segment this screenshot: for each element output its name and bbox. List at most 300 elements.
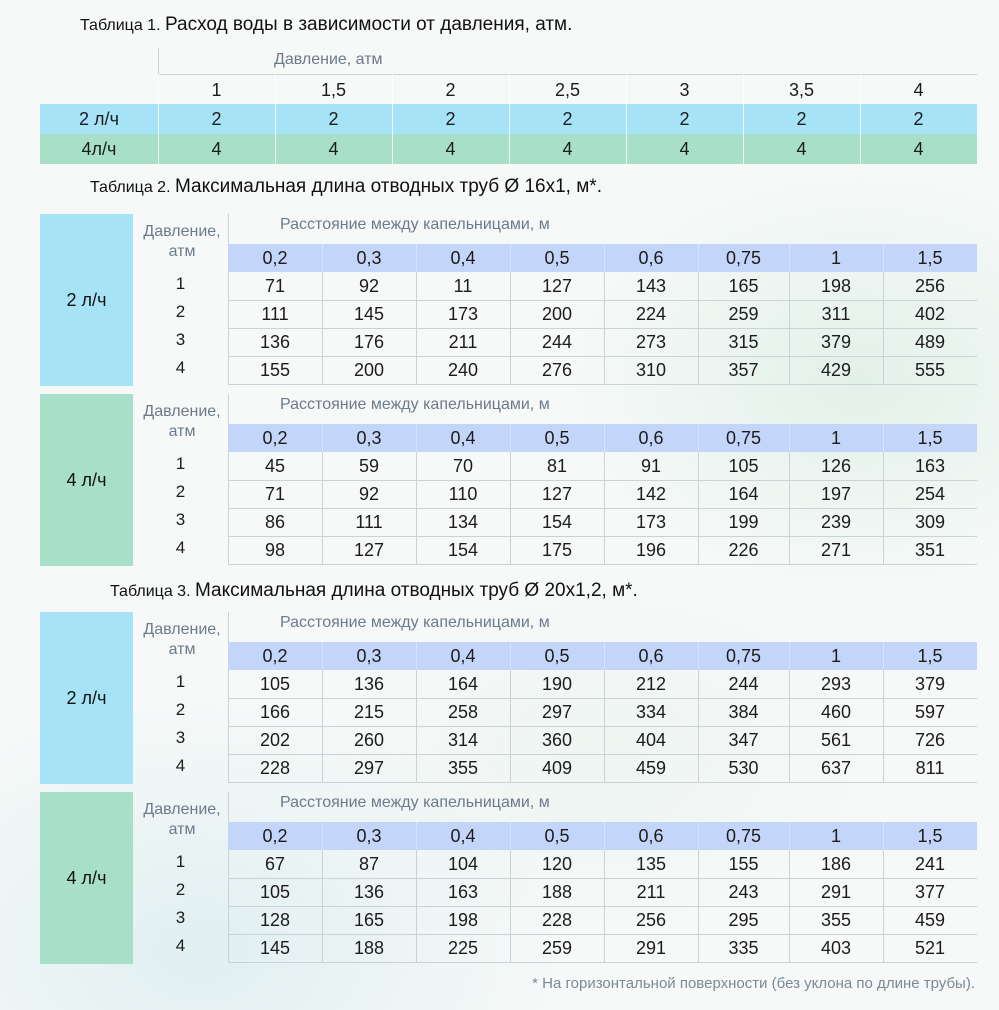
data-cell: 120 bbox=[541, 853, 573, 874]
col-separator bbox=[698, 850, 699, 963]
table1-caption bbox=[80, 14, 572, 36]
header-separator bbox=[789, 642, 790, 670]
data-cell: 291 bbox=[635, 937, 667, 958]
col-separator bbox=[510, 272, 511, 385]
distance-cell: 1 bbox=[830, 247, 841, 268]
data-cell: 244 bbox=[728, 673, 759, 694]
col-separator bbox=[789, 452, 790, 565]
table3-caption-title: Максимальная длина отводных труб Ø 20х1,2, м*. bbox=[194, 580, 638, 601]
header-separator bbox=[510, 642, 511, 670]
data-cell: 188 bbox=[353, 937, 385, 958]
data-cell: 104 bbox=[447, 853, 479, 874]
t1-cell: 2 bbox=[679, 108, 690, 129]
data-cell: 135 bbox=[635, 853, 667, 874]
data-cell: 163 bbox=[447, 881, 479, 902]
col-separator bbox=[698, 452, 699, 565]
t1-vline bbox=[860, 74, 861, 164]
col-separator bbox=[789, 272, 790, 385]
data-cell: 45 bbox=[264, 455, 286, 476]
col-separator bbox=[228, 792, 229, 822]
col-separator bbox=[883, 272, 884, 385]
flow-label: 2 л/ч bbox=[40, 612, 133, 784]
data-cell: 335 bbox=[728, 937, 759, 958]
t1-vline bbox=[158, 74, 159, 164]
data-cell: 244 bbox=[541, 331, 573, 352]
distance-cell: 0,5 bbox=[544, 645, 570, 666]
data-cell: 173 bbox=[447, 303, 479, 324]
distance-cell: 0,6 bbox=[638, 645, 664, 666]
pressure-cell: 4 bbox=[175, 756, 186, 775]
header-separator bbox=[510, 424, 511, 452]
data-cell: 334 bbox=[635, 701, 667, 722]
t1-cell: 4 bbox=[562, 138, 573, 159]
col-separator bbox=[228, 452, 229, 565]
t1-vline bbox=[509, 74, 510, 164]
row-separator bbox=[228, 384, 977, 385]
data-cell: 111 bbox=[355, 511, 383, 532]
data-cell: 360 bbox=[541, 729, 573, 750]
header-separator bbox=[604, 822, 605, 850]
data-cell: 166 bbox=[259, 701, 291, 722]
t1-row-label: 2 л/ч bbox=[79, 108, 119, 129]
row-separator bbox=[228, 782, 977, 783]
data-cell: 530 bbox=[728, 757, 759, 778]
header-separator bbox=[883, 424, 884, 452]
pressure-label: Давление, атм bbox=[143, 621, 221, 658]
col-separator bbox=[698, 670, 699, 783]
distance-cell: 0,3 bbox=[356, 427, 382, 448]
pressure-cell: 3 bbox=[175, 510, 186, 529]
col-separator bbox=[228, 670, 229, 783]
distance-label: Расстояние между капельницами, м bbox=[280, 794, 550, 811]
table3-block-2 bbox=[40, 792, 977, 964]
t1-pressure-label: Давление, атм bbox=[274, 51, 383, 68]
data-cell: 315 bbox=[728, 331, 759, 352]
data-cell: 297 bbox=[541, 701, 573, 722]
data-cell: 254 bbox=[914, 483, 946, 504]
distance-cell: 0,2 bbox=[262, 247, 288, 268]
data-cell: 173 bbox=[635, 511, 667, 532]
data-cell: 127 bbox=[541, 275, 573, 296]
data-cell: 256 bbox=[635, 909, 667, 930]
header-separator bbox=[789, 822, 790, 850]
col-separator bbox=[322, 272, 323, 385]
distance-cell: 0,75 bbox=[725, 825, 762, 846]
data-cell: 134 bbox=[447, 511, 479, 532]
t1-cell: 4 bbox=[445, 138, 456, 159]
header-separator bbox=[604, 244, 605, 272]
pressure-cell: 1 bbox=[175, 852, 186, 871]
data-cell: 402 bbox=[914, 303, 946, 324]
table2-caption-prefix: Таблица 2. bbox=[90, 179, 171, 196]
distance-cell: 0,5 bbox=[544, 247, 570, 268]
data-cell: 188 bbox=[541, 881, 573, 902]
pressure-cell: 3 bbox=[175, 330, 186, 349]
col-separator bbox=[789, 670, 790, 783]
data-cell: 190 bbox=[541, 673, 573, 694]
pressure-cell: 2 bbox=[175, 880, 186, 899]
data-cell: 105 bbox=[259, 881, 291, 902]
table2-caption-title: Максимальная длина отводных труб Ø 16х1, м*. bbox=[174, 176, 602, 197]
data-cell: 136 bbox=[353, 673, 385, 694]
data-cell: 239 bbox=[820, 511, 852, 532]
data-cell: 197 bbox=[820, 483, 852, 504]
data-cell: 105 bbox=[728, 455, 759, 476]
data-cell: 311 bbox=[821, 303, 851, 324]
data-cell: 459 bbox=[914, 909, 946, 930]
table2-block-1 bbox=[40, 214, 977, 386]
data-cell: 71 bbox=[264, 483, 286, 504]
distance-cell: 0,6 bbox=[638, 247, 664, 268]
pressure-label: Давление, атм bbox=[143, 801, 221, 838]
distance-cell: 1,5 bbox=[917, 825, 943, 846]
header-separator bbox=[698, 822, 699, 850]
data-cell: 212 bbox=[635, 673, 667, 694]
data-cell: 355 bbox=[447, 757, 479, 778]
header-separator bbox=[604, 642, 605, 670]
t1-pressure-cell: 2 bbox=[445, 79, 456, 100]
data-cell: 198 bbox=[447, 909, 479, 930]
col-separator bbox=[416, 452, 417, 565]
t1-vline bbox=[275, 74, 276, 164]
header-separator bbox=[322, 642, 323, 670]
data-cell: 460 bbox=[820, 701, 852, 722]
data-cell: 224 bbox=[635, 303, 667, 324]
data-cell: 200 bbox=[353, 359, 385, 380]
t1-pressure-cell: 3,5 bbox=[788, 79, 815, 100]
table2-block-2 bbox=[40, 394, 977, 566]
header-separator bbox=[416, 642, 417, 670]
pressure-label: Давление, атм bbox=[143, 223, 221, 260]
t1-pressure-cell: 3 bbox=[679, 79, 690, 100]
table3-block-1 bbox=[40, 612, 977, 784]
col-separator bbox=[416, 670, 417, 783]
header-separator bbox=[416, 822, 417, 850]
data-cell: 136 bbox=[353, 881, 385, 902]
table1-caption-prefix: Таблица 1. bbox=[80, 17, 161, 34]
t1-cell: 2 bbox=[562, 108, 573, 129]
col-separator bbox=[416, 850, 417, 963]
header-separator bbox=[883, 822, 884, 850]
data-cell: 163 bbox=[914, 455, 946, 476]
data-cell: 351 bbox=[914, 539, 946, 560]
pressure-cell: 3 bbox=[175, 728, 186, 747]
distance-cell: 1,5 bbox=[917, 247, 943, 268]
data-cell: 726 bbox=[914, 729, 946, 750]
t1-pressure-cell: 1 bbox=[211, 79, 222, 100]
distance-cell: 0,3 bbox=[356, 645, 382, 666]
t1-cell: 2 bbox=[796, 108, 807, 129]
data-cell: 309 bbox=[914, 511, 946, 532]
col-separator bbox=[510, 452, 511, 565]
data-cell: 271 bbox=[820, 539, 852, 560]
t1-cell: 2 bbox=[445, 108, 456, 129]
header-separator bbox=[322, 822, 323, 850]
header-separator bbox=[322, 244, 323, 272]
data-cell: 310 bbox=[635, 359, 667, 380]
col-separator bbox=[228, 612, 229, 642]
distance-cell: 0,5 bbox=[544, 825, 570, 846]
data-cell: 186 bbox=[820, 853, 852, 874]
data-cell: 164 bbox=[728, 483, 759, 504]
col-separator bbox=[698, 272, 699, 385]
data-cell: 154 bbox=[447, 539, 479, 560]
distance-cell: 0,6 bbox=[638, 825, 664, 846]
pressure-cell: 4 bbox=[175, 358, 186, 377]
t1-vline bbox=[158, 48, 159, 74]
data-cell: 98 bbox=[264, 539, 286, 560]
data-cell: 597 bbox=[914, 701, 946, 722]
flow-label: 4 л/ч bbox=[40, 792, 133, 964]
data-cell: 314 bbox=[447, 729, 479, 750]
data-cell: 81 bbox=[546, 455, 568, 476]
data-cell: 260 bbox=[353, 729, 385, 750]
distance-cell: 0,3 bbox=[356, 247, 382, 268]
col-separator bbox=[322, 670, 323, 783]
data-cell: 111 bbox=[261, 303, 289, 324]
col-separator bbox=[228, 394, 229, 424]
col-separator bbox=[416, 272, 417, 385]
data-cell: 136 bbox=[259, 331, 291, 352]
header-separator bbox=[789, 424, 790, 452]
data-cell: 86 bbox=[264, 511, 286, 532]
data-cell: 291 bbox=[820, 881, 852, 902]
distance-cell: 0,4 bbox=[450, 427, 476, 448]
data-cell: 228 bbox=[541, 909, 573, 930]
distance-cell: 0,4 bbox=[450, 825, 476, 846]
table3-caption bbox=[110, 580, 638, 602]
data-cell: 297 bbox=[353, 757, 385, 778]
t1-cell: 2 bbox=[211, 108, 222, 129]
data-cell: 175 bbox=[541, 539, 573, 560]
data-cell: 429 bbox=[820, 359, 852, 380]
distance-cell: 0,75 bbox=[725, 645, 762, 666]
data-cell: 70 bbox=[452, 455, 474, 476]
data-cell: 105 bbox=[259, 673, 291, 694]
distance-cell: 0,3 bbox=[356, 825, 382, 846]
data-cell: 521 bbox=[914, 937, 946, 958]
data-cell: 240 bbox=[447, 359, 479, 380]
table2-caption bbox=[90, 176, 602, 198]
data-cell: 811 bbox=[915, 757, 945, 778]
data-cell: 561 bbox=[820, 729, 852, 750]
pressure-cell: 1 bbox=[175, 454, 186, 473]
data-cell: 71 bbox=[264, 275, 286, 296]
data-cell: 154 bbox=[541, 511, 573, 532]
distance-cell: 1,5 bbox=[917, 645, 943, 666]
header-separator bbox=[789, 244, 790, 272]
data-cell: 165 bbox=[353, 909, 385, 930]
data-cell: 126 bbox=[820, 455, 852, 476]
data-cell: 202 bbox=[259, 729, 291, 750]
data-cell: 347 bbox=[728, 729, 759, 750]
data-cell: 256 bbox=[914, 275, 946, 296]
data-cell: 145 bbox=[259, 937, 291, 958]
distance-cell: 0,4 bbox=[450, 645, 476, 666]
table1-caption-title: Расход воды в зависимости от давления, атм. bbox=[164, 14, 573, 35]
data-cell: 489 bbox=[914, 331, 946, 352]
data-cell: 11 bbox=[453, 275, 473, 296]
t1-cell: 4 bbox=[679, 138, 690, 159]
data-cell: 258 bbox=[447, 701, 479, 722]
distance-label: Расстояние между капельницами, м bbox=[280, 396, 550, 413]
data-cell: 379 bbox=[914, 673, 946, 694]
col-separator bbox=[883, 452, 884, 565]
data-cell: 215 bbox=[353, 701, 385, 722]
data-cell: 143 bbox=[635, 275, 667, 296]
pressure-cell: 2 bbox=[175, 482, 186, 501]
data-cell: 228 bbox=[259, 757, 291, 778]
data-cell: 211 bbox=[448, 331, 478, 352]
header-separator bbox=[322, 424, 323, 452]
data-cell: 459 bbox=[635, 757, 667, 778]
col-separator bbox=[604, 452, 605, 565]
data-cell: 293 bbox=[820, 673, 852, 694]
row-separator bbox=[228, 962, 977, 963]
col-separator bbox=[604, 670, 605, 783]
distance-cell: 0,6 bbox=[638, 427, 664, 448]
data-cell: 127 bbox=[541, 483, 573, 504]
col-separator bbox=[322, 452, 323, 565]
distance-cell: 0,4 bbox=[450, 247, 476, 268]
col-separator bbox=[322, 850, 323, 963]
data-cell: 198 bbox=[820, 275, 852, 296]
data-cell: 165 bbox=[728, 275, 759, 296]
t1-pressure-cell: 2,5 bbox=[554, 79, 581, 100]
header-separator bbox=[416, 244, 417, 272]
header-separator bbox=[604, 424, 605, 452]
data-cell: 241 bbox=[914, 853, 946, 874]
data-cell: 110 bbox=[448, 483, 478, 504]
table3-caption-prefix: Таблица 3. bbox=[110, 583, 191, 600]
header-separator bbox=[698, 244, 699, 272]
data-cell: 637 bbox=[820, 757, 852, 778]
data-cell: 199 bbox=[728, 511, 759, 532]
data-cell: 273 bbox=[635, 331, 667, 352]
col-separator bbox=[510, 850, 511, 963]
t1-cell: 4 bbox=[211, 138, 222, 159]
data-cell: 295 bbox=[728, 909, 759, 930]
data-cell: 225 bbox=[447, 937, 479, 958]
data-cell: 127 bbox=[353, 539, 385, 560]
header-separator bbox=[883, 642, 884, 670]
flow-label: 4 л/ч bbox=[40, 394, 133, 566]
distance-cell: 0,2 bbox=[262, 825, 288, 846]
header-separator bbox=[883, 244, 884, 272]
data-cell: 128 bbox=[259, 909, 291, 930]
distance-cell: 1 bbox=[830, 645, 841, 666]
col-separator bbox=[604, 850, 605, 963]
col-separator bbox=[604, 272, 605, 385]
data-cell: 59 bbox=[358, 455, 380, 476]
flow-label: 2 л/ч bbox=[40, 214, 133, 386]
header-separator bbox=[698, 642, 699, 670]
data-cell: 142 bbox=[635, 483, 667, 504]
distance-cell: 1,5 bbox=[917, 427, 943, 448]
distance-cell: 0,75 bbox=[725, 247, 762, 268]
data-cell: 409 bbox=[541, 757, 573, 778]
t1-cell: 4 bbox=[796, 138, 807, 159]
col-separator bbox=[883, 850, 884, 963]
t1-cell: 2 bbox=[328, 108, 339, 129]
pressure-cell: 1 bbox=[175, 274, 186, 293]
data-cell: 355 bbox=[820, 909, 852, 930]
col-separator bbox=[883, 670, 884, 783]
col-separator bbox=[228, 850, 229, 963]
data-cell: 200 bbox=[541, 303, 573, 324]
distance-cell: 1 bbox=[830, 825, 841, 846]
pressure-cell: 1 bbox=[175, 672, 186, 691]
distance-label: Расстояние между капельницами, м bbox=[280, 216, 550, 233]
t1-row-label: 4л/ч bbox=[81, 138, 117, 159]
t1-cell: 2 bbox=[913, 108, 924, 129]
header-separator bbox=[416, 424, 417, 452]
data-cell: 145 bbox=[353, 303, 385, 324]
t1-hline bbox=[158, 74, 977, 75]
data-cell: 196 bbox=[635, 539, 667, 560]
data-cell: 226 bbox=[728, 539, 759, 560]
data-cell: 357 bbox=[728, 359, 759, 380]
footnote: * На горизонтальной поверхности (без уклона по длине трубы). bbox=[532, 975, 975, 992]
data-cell: 211 bbox=[636, 881, 666, 902]
data-cell: 384 bbox=[728, 701, 759, 722]
col-separator bbox=[510, 670, 511, 783]
data-cell: 92 bbox=[358, 275, 380, 296]
distance-cell: 0,75 bbox=[725, 427, 762, 448]
distance-label: Расстояние между капельницами, м bbox=[280, 614, 550, 631]
data-cell: 404 bbox=[635, 729, 667, 750]
col-separator bbox=[228, 272, 229, 385]
data-cell: 87 bbox=[358, 853, 380, 874]
data-cell: 259 bbox=[728, 303, 759, 324]
data-cell: 259 bbox=[541, 937, 573, 958]
t1-vline bbox=[392, 74, 393, 164]
data-cell: 155 bbox=[728, 853, 759, 874]
distance-cell: 0,2 bbox=[262, 427, 288, 448]
pressure-label: Давление, атм bbox=[143, 403, 221, 440]
pressure-cell: 2 bbox=[175, 302, 186, 321]
data-cell: 164 bbox=[447, 673, 479, 694]
data-cell: 176 bbox=[353, 331, 385, 352]
row-separator bbox=[228, 564, 977, 565]
data-cell: 276 bbox=[541, 359, 573, 380]
col-separator bbox=[228, 214, 229, 244]
t1-cell: 4 bbox=[328, 138, 339, 159]
data-cell: 555 bbox=[914, 359, 946, 380]
header-separator bbox=[510, 244, 511, 272]
pressure-cell: 4 bbox=[175, 936, 186, 955]
data-cell: 243 bbox=[728, 881, 759, 902]
t1-pressure-cell: 4 bbox=[913, 79, 924, 100]
data-cell: 91 bbox=[640, 455, 662, 476]
distance-cell: 1 bbox=[830, 427, 841, 448]
t1-vline bbox=[743, 74, 744, 164]
distance-cell: 0,5 bbox=[544, 427, 570, 448]
data-cell: 403 bbox=[820, 937, 852, 958]
data-cell: 377 bbox=[914, 881, 946, 902]
pressure-cell: 3 bbox=[175, 908, 186, 927]
data-cell: 67 bbox=[264, 853, 286, 874]
header-separator bbox=[510, 822, 511, 850]
data-cell: 379 bbox=[820, 331, 852, 352]
pressure-cell: 2 bbox=[175, 700, 186, 719]
data-cell: 92 bbox=[358, 483, 380, 504]
t1-cell: 4 bbox=[913, 138, 924, 159]
t1-vline bbox=[626, 74, 627, 164]
pressure-cell: 4 bbox=[175, 538, 186, 557]
t1-pressure-cell: 1,5 bbox=[320, 79, 347, 100]
col-separator bbox=[789, 850, 790, 963]
